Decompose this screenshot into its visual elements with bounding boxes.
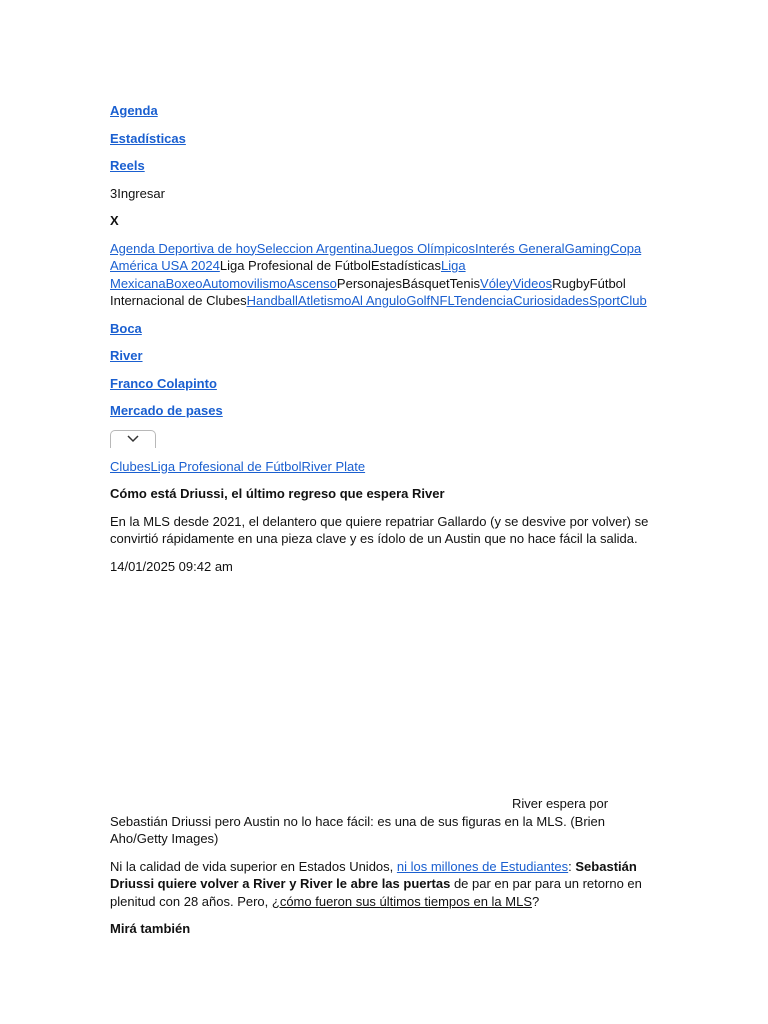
section-item-19[interactable]: Handball xyxy=(246,293,298,308)
section-item-20[interactable]: Atletismo xyxy=(297,293,352,308)
article-image-placeholder xyxy=(110,585,658,795)
paragraph-text: ? xyxy=(532,893,540,909)
section-item-17[interactable]: Rugby xyxy=(552,275,590,291)
image-caption-text: River espera por Sebastián Driussi pero Austin no lo hace fácil: es una de sus figuras en la MLS. (Brien Aho/Getty Images) xyxy=(110,796,609,846)
section-item-3[interactable]: Interés General xyxy=(474,240,565,256)
section-item-5[interactable]: Copa América USA 2024 xyxy=(110,240,642,273)
close-button[interactable]: X xyxy=(110,213,119,228)
section-item-8[interactable]: Liga Mexicana xyxy=(110,258,466,291)
section-item-6[interactable]: Liga Profesional de Fútbol xyxy=(219,258,371,273)
section-item-0[interactable]: Agenda Deportiva de hoy xyxy=(110,240,257,256)
section-item-25[interactable]: Curiosidades xyxy=(513,293,589,308)
image-caption xyxy=(110,795,658,848)
content-column xyxy=(110,102,658,938)
paragraph-text: de par en par para un retorno en plenitud con 28 años. Pero, xyxy=(110,876,642,909)
login-link[interactable]: 3Ingresar xyxy=(110,185,165,201)
breadcrumb-item-clubes[interactable]: Clubes xyxy=(110,458,151,474)
nav-link-agenda[interactable]: Agenda xyxy=(110,103,158,118)
topic-link-colapinto[interactable]: Franco Colapinto xyxy=(110,375,217,391)
section-item-13[interactable]: Básquet xyxy=(401,275,450,291)
section-item-24[interactable]: Tendencia xyxy=(453,293,514,308)
section-item-16[interactable]: Videos xyxy=(512,275,553,291)
section-item-23[interactable]: NFL xyxy=(430,293,454,308)
topic-link-mercado-de-pases[interactable]: Mercado de pases xyxy=(110,403,223,418)
nav-link-reels[interactable]: Reels xyxy=(110,158,145,173)
paragraph-text: Ni la calidad de vida superior en Estados Unidos, xyxy=(110,858,397,874)
section-item-22[interactable]: Golf xyxy=(406,293,431,308)
section-item-11[interactable]: Ascenso xyxy=(287,275,337,291)
nav-link-estadisticas[interactable]: Estadísticas xyxy=(110,130,186,146)
section-item-4[interactable]: Gaming xyxy=(564,240,611,256)
topic-link-boca[interactable]: Boca xyxy=(110,320,142,336)
section-item-21[interactable]: Al Angulo xyxy=(351,293,407,308)
section-item-10[interactable]: Automovilismo xyxy=(202,275,288,291)
section-item-9[interactable]: Boxeo xyxy=(165,275,203,291)
section-item-7[interactable]: Estadísticas xyxy=(370,258,441,273)
section-item-12[interactable]: Personajes xyxy=(336,275,402,291)
sections-menu xyxy=(110,240,658,310)
section-item-15[interactable]: Vóley xyxy=(480,275,513,291)
breadcrumb-item-river-plate[interactable]: River Plate xyxy=(301,458,366,474)
section-item-1[interactable]: Seleccion Argentina xyxy=(256,240,372,256)
estudiantes-link[interactable]: ni los millones de Estudiantes xyxy=(396,858,569,874)
article-headline: Cómo está Driussi, el último regreso que espera River xyxy=(110,486,445,501)
article-paragraph xyxy=(110,858,658,911)
see-also-heading: Mirá también xyxy=(110,921,191,936)
chevron-down-icon xyxy=(127,435,139,443)
expand-button[interactable] xyxy=(110,430,156,448)
breadcrumb xyxy=(110,458,658,476)
section-item-2[interactable]: Juegos Olímpicos xyxy=(371,240,475,256)
article-date: 14/01/2025 09:42 am xyxy=(110,558,233,574)
section-item-26[interactable]: SportClub xyxy=(588,293,647,308)
paragraph-text: : xyxy=(568,858,576,874)
paragraph-bold-text: Sebastián Driussi quiere volver a River y River le abre las puertas xyxy=(110,858,637,891)
topic-link-river[interactable]: River xyxy=(110,348,143,363)
section-item-14[interactable]: Tenis xyxy=(449,275,481,291)
article-lead: En la MLS desde 2021, el delantero que quiere repatriar Gallardo (y se desvive por volver) se convirtió rápidamente en una pieza clave y es ídolo de un Austin que no hace fácil la salida. xyxy=(110,513,649,546)
mls-link[interactable]: ¿cómo fueron sus últimos tiempos en la MLS xyxy=(271,893,532,909)
section-item-18[interactable]: Fútbol Internacional de Clubes xyxy=(110,275,626,308)
breadcrumb-item-liga-profesional[interactable]: Liga Profesional de Fútbol xyxy=(150,458,302,474)
